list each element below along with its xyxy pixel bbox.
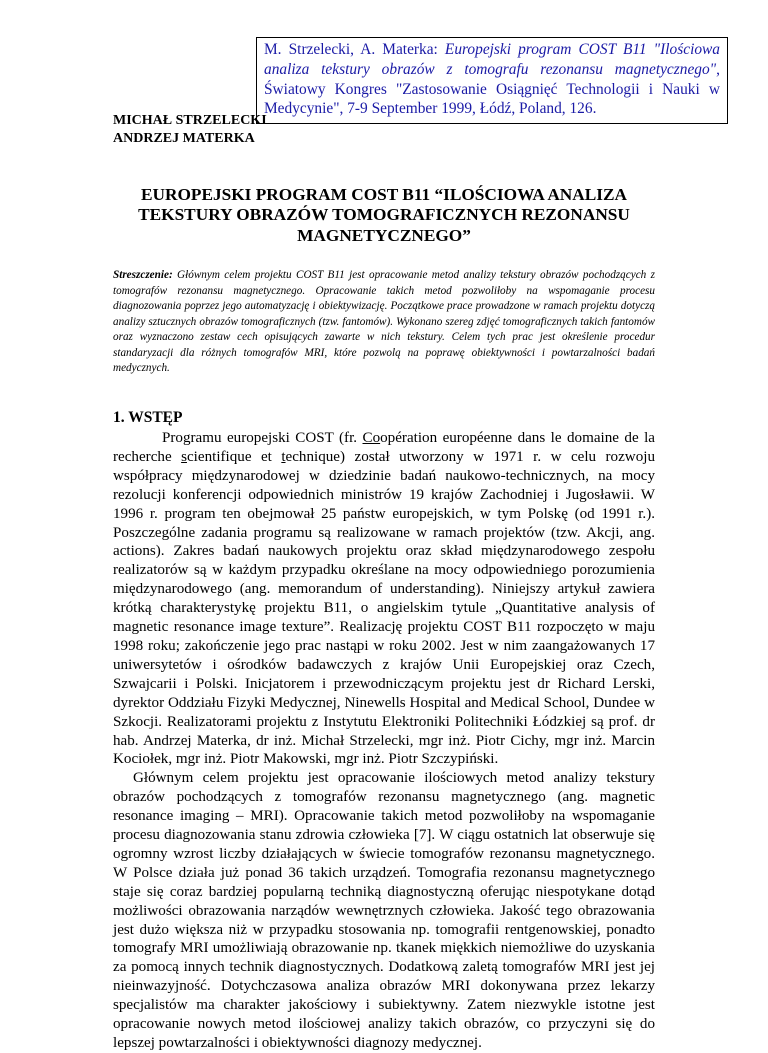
citation-venue: , Światowy Kongres "Zastosowanie Osiągnięć Technologii i Nauki w Medycynie", 7-9 September 1999, Łódź, Poland, 126.: [264, 60, 720, 118]
text-run: Programu europejski COST (fr.: [162, 430, 363, 446]
citation-box: [256, 37, 728, 124]
paragraph: Głównym celem projektu jest opracowanie ilościowych metod analizy tekstury obrazów pochodzących z tomografów rezonansu magnetycznego (ang. magnetic resonance imaging – MRI). Opracowanie takich metod pozwoliłoby na wspomaganie procesu diagnozowania stanu zdrowia człowieka [7]. W ciągu ostatnich lat obserwuje się ogromny wzrost liczby działających w świecie tomografów rezonansu magnetycznego. W Polsce działa już ponad 36 takich urządzeń. Tomografia rezonansu magnetycznego staje się coraz bardziej popularną techniką diagnostyczną oferując niespotykane dotąd możliwości obrazowania narządów wewnętrznych człowieka. Jakość tego obrazowania jest dużo większa niż w przypadku stosowania np. tomografii rentgenowskiej, ponadto tomografy MRI umożliwiają obrazowanie np. tkanek miękkich niemożliwe do uzyskania za pomocą innych technik diagnostycznych. Dodatkową zaletą tomografów MRI jest jej nieinwazyjność. Dotychczasowa analiza obrazów MRI dokonywana przez lekarzy specjalistów ma charakter jakościowy i subiektywny. Zatem niezwykle istotne jest opracowanie nowych metod ilościowej analizy takich obrazów, co przyczyni się do lepszej powtarzalności i obiektywności diagnozy medycznej.: [113, 770, 655, 1051]
citation-authors: M. Strzelecki, A. Materka:: [264, 41, 445, 58]
section-body: [113, 429, 655, 1053]
text-run: opération européenne dans le domaine de la recherche: [113, 430, 655, 465]
abstract-text: Głównym celem projektu COST B11 jest opracowanie metod analizy tekstury obrazów pochodzących z tomografów rezonansu magnetycznego. Opracowanie takich metod pozwoliłoby na wspomaganie procesu diagnozowania poprzez jego automatyzację i obiektywizację. Początkowe prace prowadzone w ramach projektu dotyczą analizy sztucznych obrazów tomograficznych (tzw. fantomów). Wykonano szereg zdjęć tomograficznych takich fantomów oraz wyznaczono zestaw cech opisujących zawarte w nich tekstury. Celem tych prac jest określenie procedur standaryzacji dla różnych tomografów MRI, które pozwolą na poprawę obiektywności i powtarzalności badań medycznych.: [113, 269, 655, 374]
underlined-letters: s: [181, 448, 187, 465]
abstract: [113, 268, 655, 377]
section-heading: 1. WSTĘP: [113, 409, 183, 426]
text-run: cientifique et: [186, 448, 282, 465]
text-run: echnique) został utworzony w 1971 r. w celu rozwoju współpracy międzynarodowej w dziedzinie badań naukowo-technicznych, na mocy rezolucji konferencji odpowiednich ministrów 19 krajów Zachodniej i Jugosławii. W 1996 r. program ten obejmował 25 państw europejskich, w tym Polskę (od 1991 r.). Poszczególne zadania programu są realizowane w ramach projektów (tzw. Akcji, ang. actions). Zakres badań naukowych projektu oraz skład międzynarodowego zespołu realizatorów są w każdym przypadku określane na mocy odpowiedniego porozumienia międzynarodowego (ang. memorandum of understanding). Niniejszy artykuł zawiera krótką charakterystykę projektu B11, o angielskim tytule „Quantitative analysis of magnetic resonance image texture”. Realizację projektu COST B11 rozpoczęto w maju 1998 roku; zakończenie jego prac nastąpi w roku 2002. Jest w nim zaangażowanych 17 uniwersytetów i ośrodków badawczych z krajów Unii Europejskiej oraz Czech, Szwajcarii i Polski. Inicjatorem i przewodniczącym projektu jest dr Richard Lerski, dyrektor Oddziału Fizyki Medycznej, Ninewells Hospital and Medical School, Dundee w Szkocji. Realizatorami projektu z Instytutu Elektroniki Politechniki Łódzkiej są prof. dr hab. Andrzej Materka, dr inż. Michał Strzelecki, mgr inż. Piotr Cichy, mgr inż. Marcin Kociołek, mgr inż. Piotr Makowski, mgr inż. Piotr Szczypiński.: [113, 448, 655, 768]
abstract-label: Streszczenie:: [113, 269, 173, 281]
author-name: ANDRZEJ MATERKA: [113, 130, 255, 146]
underlined-letters: Co: [362, 430, 381, 446]
author-name: MICHAŁ STRZELECKI: [113, 113, 267, 128]
citation-title: Europejski program COST B11 "Ilościowa analiza tekstury obrazów z tomografu rezonansu magnetycznego": [264, 41, 720, 78]
paragraph: [113, 429, 655, 769]
author-list: [113, 112, 267, 147]
underlined-letters: t: [281, 448, 286, 465]
paper-title: EUROPEJSKI PROGRAM COST B11 “ILOŚCIOWA ANALIZA TEKSTURY OBRAZÓW TOMOGRAFICZNYCH REZONANSU MAGNETYCZNEGO”: [138, 185, 630, 245]
